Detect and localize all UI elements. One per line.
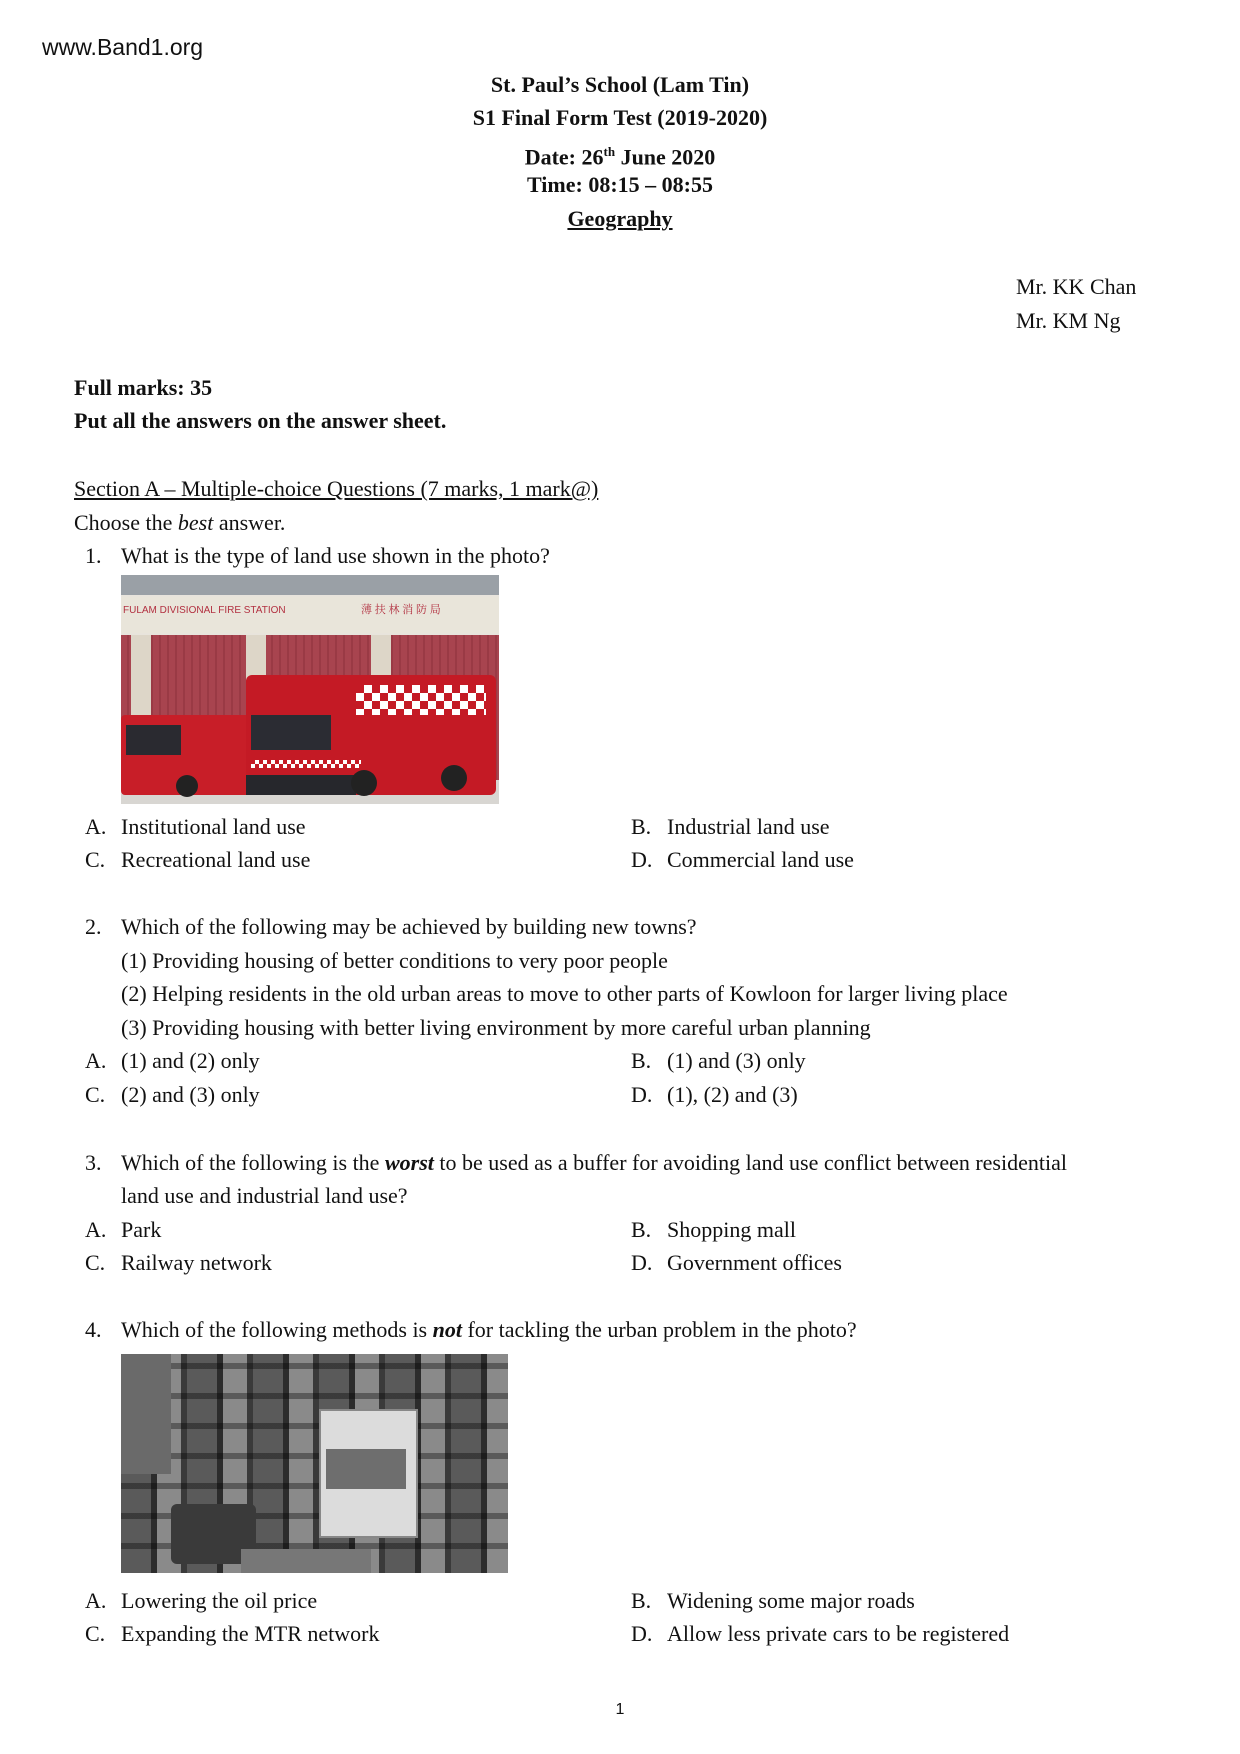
statement: (2) Helping residents in the old urban areas to move to other parts of Kowloon for larger living place <box>121 981 1008 1006</box>
option-text: (2) and (3) only <box>121 1082 260 1107</box>
text-prefix: Which of the following methods is <box>121 1317 433 1342</box>
question-number: 4. <box>85 1317 102 1342</box>
option-text: Lowering the oil price <box>121 1588 318 1613</box>
question-number: 3. <box>85 1150 102 1175</box>
fire-station-photo <box>121 575 499 804</box>
watermark: www.Band1.org <box>42 34 204 60</box>
option-label: D. <box>631 847 653 872</box>
choose-prefix: Choose the <box>74 510 178 535</box>
option-label: C. <box>85 1082 106 1107</box>
test-title: S1 Final Form Test (2019-2020) <box>472 105 768 130</box>
option-label: A. <box>85 1217 107 1242</box>
full-marks: Full marks: 35 <box>74 375 213 400</box>
option-label: A. <box>85 1048 107 1073</box>
option-label: A. <box>85 1588 107 1613</box>
test-date <box>0 139 1240 170</box>
teacher: Mr. KM Ng <box>1016 308 1121 333</box>
option-text: Park <box>121 1217 162 1242</box>
subject: Geography <box>567 206 673 231</box>
option-text: Railway network <box>121 1250 272 1275</box>
option-label: C. <box>85 1621 106 1646</box>
option-text: Government offices <box>667 1250 842 1275</box>
statement: (3) Providing housing with better living environment by more careful urban planning <box>121 1015 871 1040</box>
option-label: B. <box>631 1588 652 1613</box>
school-name: St. Paul’s School (Lam Tin) <box>490 72 750 97</box>
photo-sign: FULAM DIVISIONAL FIRE STATION <box>123 605 286 616</box>
option-text: (1), (2) and (3) <box>667 1082 798 1107</box>
instruction: Put all the answers on the answer sheet. <box>74 408 447 433</box>
option-text: Institutional land use <box>121 814 306 839</box>
page-number: 1 <box>615 1701 625 1718</box>
text-prefix: Which of the following is the <box>121 1150 385 1175</box>
traffic-jam-photo <box>121 1354 508 1573</box>
question-text: Which of the following may be achieved by building new towns? <box>121 914 697 939</box>
question-text <box>121 1150 1067 1176</box>
option-text: Industrial land use <box>667 814 830 839</box>
option-label: D. <box>631 1250 653 1275</box>
test-time: Time: 08:15 – 08:55 <box>527 172 713 197</box>
option-label: C. <box>85 1250 106 1275</box>
option-text: Shopping mall <box>667 1217 796 1242</box>
option-label: B. <box>631 1217 652 1242</box>
photo-sign-cn: 薄 扶 林 消 防 局 <box>361 604 441 616</box>
text-em: not <box>432 1317 462 1342</box>
option-text: Commercial land use <box>667 847 854 872</box>
question-text-line2: land use and industrial land use? <box>121 1183 408 1208</box>
question-number: 1. <box>85 543 102 568</box>
date-prefix: Date: 26 <box>524 144 604 170</box>
question-text <box>121 1317 857 1343</box>
question-text: What is the type of land use shown in the photo? <box>121 543 550 568</box>
option-text: Allow less private cars to be registered <box>667 1621 1010 1646</box>
option-label: C. <box>85 847 106 872</box>
question-number: 2. <box>85 914 102 939</box>
section-instruction <box>74 510 285 536</box>
statement: (1) Providing housing of better conditions to very poor people <box>121 948 668 973</box>
option-text: (1) and (3) only <box>667 1048 806 1073</box>
option-text: Widening some major roads <box>667 1588 915 1613</box>
option-text: (1) and (2) only <box>121 1048 260 1073</box>
option-label: D. <box>631 1621 653 1646</box>
choose-suffix: answer. <box>213 510 286 535</box>
option-label: A. <box>85 814 107 839</box>
option-label: B. <box>631 814 652 839</box>
text-suffix: for tackling the urban problem in the photo? <box>461 1317 857 1342</box>
text-em: worst <box>384 1150 434 1175</box>
section-title: Section A – Multiple-choice Questions (7 marks, 1 mark@) <box>74 476 599 501</box>
choose-em: best <box>177 510 214 535</box>
date-suffix: June 2020 <box>615 144 716 170</box>
option-text: Recreational land use <box>121 847 311 872</box>
option-text: Expanding the MTR network <box>121 1621 380 1646</box>
text-suffix: to be used as a buffer for avoiding land use conflict between residential <box>433 1150 1067 1175</box>
teacher: Mr. KK Chan <box>1016 274 1137 299</box>
option-label: D. <box>631 1082 653 1107</box>
option-label: B. <box>631 1048 652 1073</box>
date-sup: th <box>603 144 616 159</box>
